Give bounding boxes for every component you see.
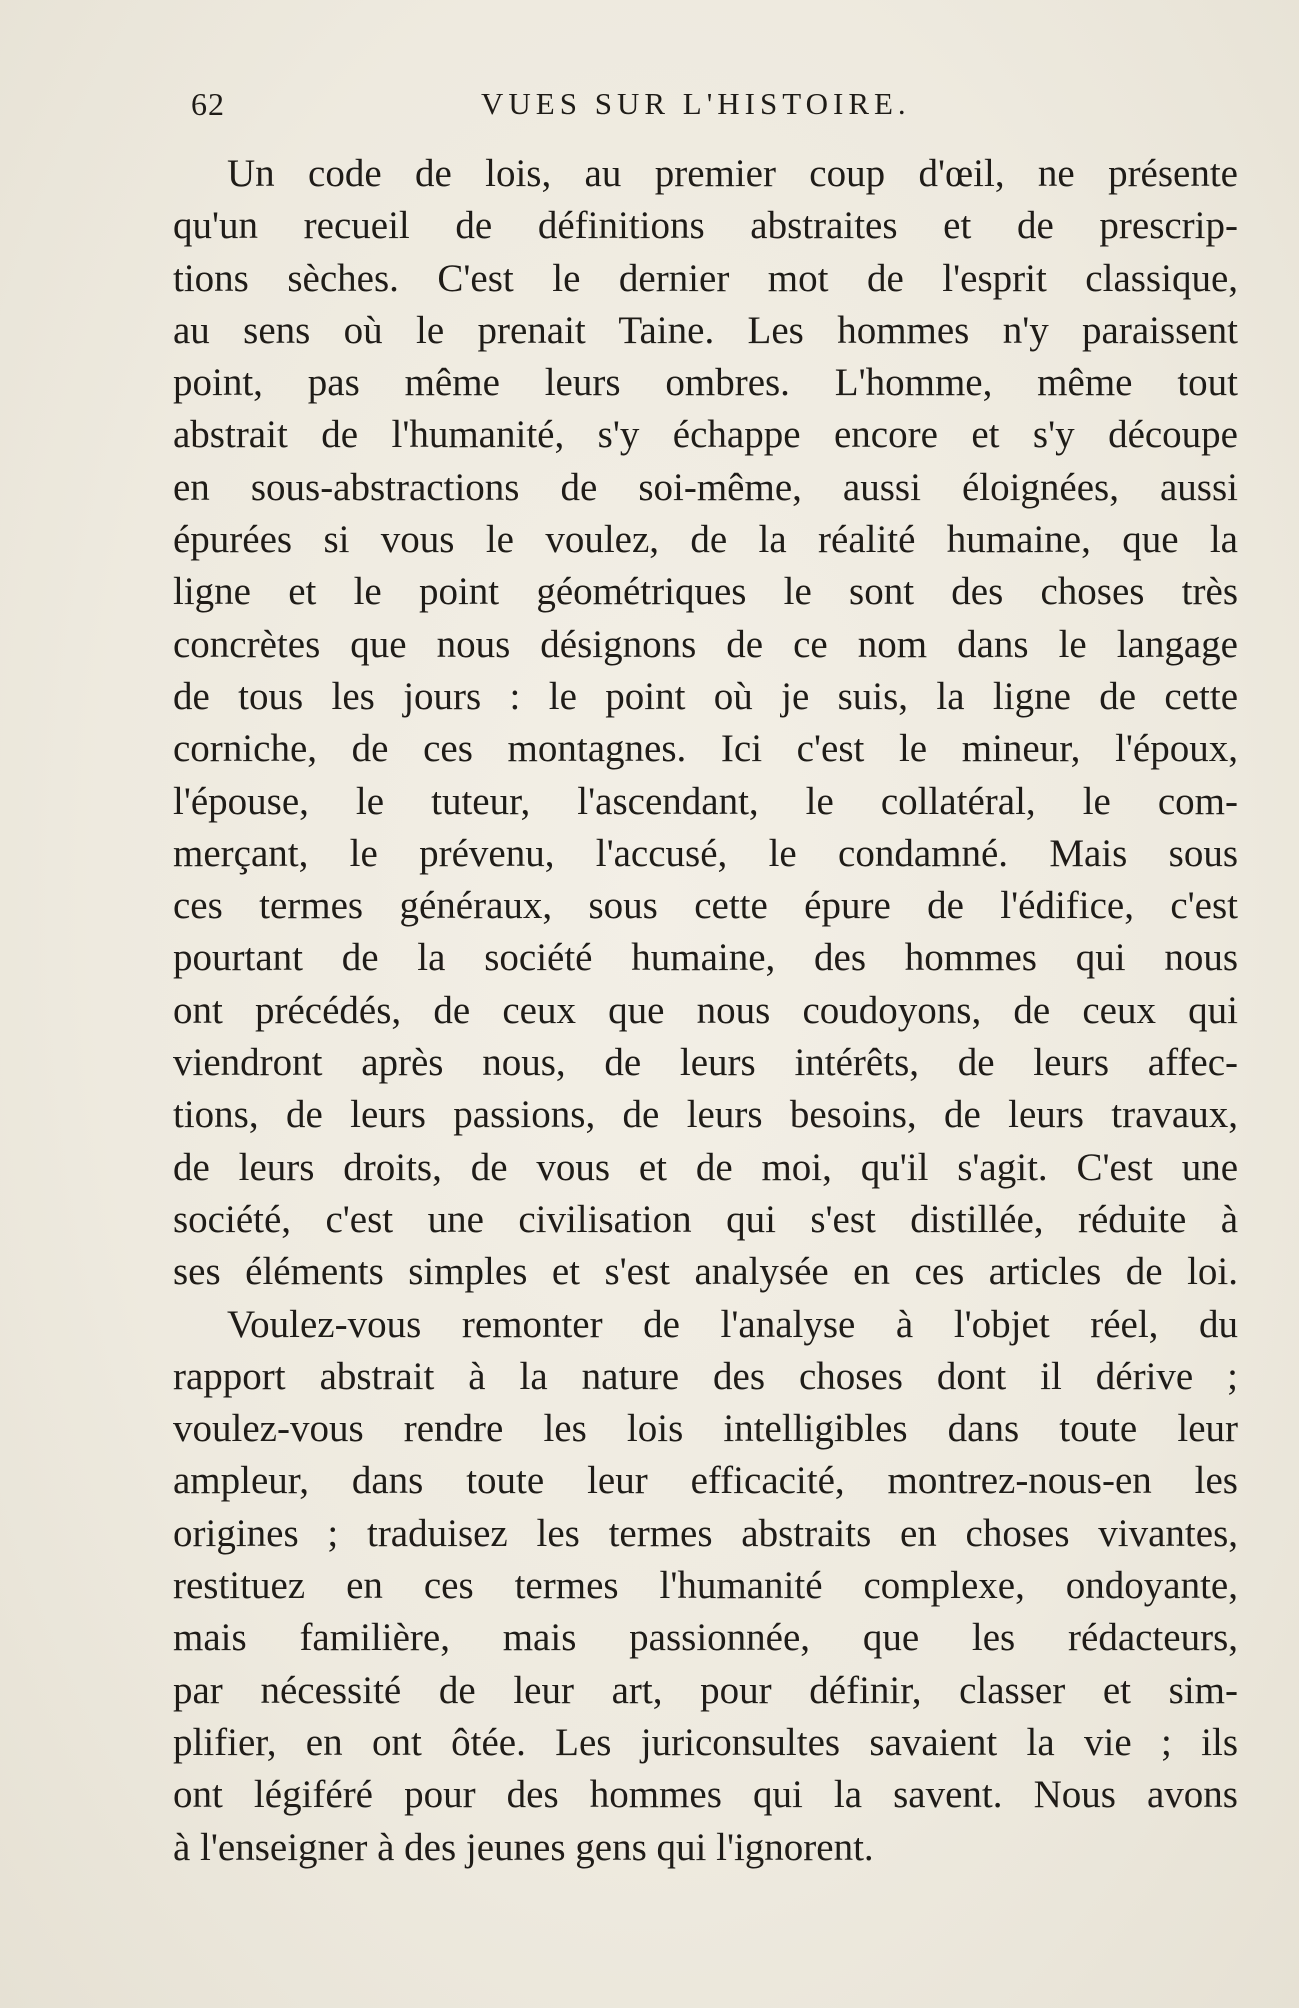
text-line: abstrait de l'humanité, s'y échappe encore et s'y découpe — [173, 413, 1238, 457]
paragraph-2 — [173, 1299, 1238, 1874]
text-line: société, c'est une civilisation qui s'est distillée, réduite à — [173, 1197, 1238, 1241]
paragraph-1 — [173, 148, 1238, 1299]
text-line: rapport abstrait à la nature des choses dont il dérive ; — [173, 1354, 1238, 1398]
text-line: ligne et le point géométriques le sont des choses très — [173, 570, 1238, 614]
page-header — [191, 86, 961, 136]
text-line: point, pas même leurs ombres. L'homme, même tout — [173, 361, 1238, 405]
text-line: ampleur, dans toute leur efficacité, montrez-nous-en les — [173, 1459, 1238, 1503]
text-line: ces termes généraux, sous cette épure de l'édifice, c'est — [173, 884, 1238, 928]
text-line: mais familière, mais passionnée, que les rédacteurs, — [173, 1616, 1238, 1660]
text-line: qu'un recueil de définitions abstraites et de prescrip- — [173, 204, 1238, 248]
running-title: VUES SUR L'HISTOIRE. — [481, 86, 911, 121]
text-line: en sous-abstractions de soi-même, aussi éloignées, aussi — [173, 465, 1238, 509]
text-line: viendront après nous, de leurs intérêts, de leurs affec- — [173, 1041, 1238, 1085]
text-line: épurées si vous le voulez, de la réalité humaine, que la — [173, 518, 1238, 562]
text-line: tions, de leurs passions, de leurs besoins, de leurs travaux, — [173, 1093, 1238, 1137]
text-line: ont précédés, de ceux que nous coudoyons, de ceux qui — [173, 988, 1238, 1032]
text-line: l'épouse, le tuteur, l'ascendant, le collatéral, le com- — [173, 779, 1238, 823]
text-line: voulez-vous rendre les lois intelligibles dans toute leur — [173, 1407, 1238, 1451]
text-line: corniche, de ces montagnes. Ici c'est le mineur, l'époux, — [173, 727, 1238, 771]
text-line: tions sèches. C'est le dernier mot de l'esprit classique, — [173, 256, 1238, 300]
text-line: concrètes que nous désignons de ce nom dans le langage — [173, 622, 1238, 666]
text-line: de tous les jours : le point où je suis, la ligne de cette — [173, 674, 1238, 718]
text-line: merçant, le prévenu, l'accusé, le condamné. Mais sous — [173, 831, 1238, 875]
text-line: ont légiféré pour des hommes qui la savent. Nous avons — [173, 1773, 1238, 1817]
text-line: Un code de lois, au premier coup d'œil, ne présente — [227, 152, 1238, 195]
text-line: par nécessité de leur art, pour définir, classer et sim- — [173, 1668, 1238, 1712]
text-line: restituez en ces termes l'humanité complexe, ondoyante, — [173, 1564, 1238, 1608]
text-line: Voulez-vous remonter de l'analyse à l'objet réel, du — [227, 1302, 1238, 1346]
text-line: pourtant de la société humaine, des hommes qui nous — [173, 936, 1238, 980]
text-line: origines ; traduisez les termes abstraits en choses vivantes, — [173, 1511, 1238, 1555]
text-line: au sens où le prenait Taine. Les hommes n'y paraissent — [173, 308, 1238, 352]
body-text — [173, 148, 1238, 1874]
text-line: à l'enseigner à des jeunes gens qui l'ignorent. — [173, 1825, 874, 1869]
text-line: ses éléments simples et s'est analysée en ces articles de loi. — [173, 1250, 1238, 1294]
page-number: 62 — [191, 86, 225, 122]
text-line: plifier, en ont ôtée. Les juriconsultes savaient la vie ; ils — [173, 1720, 1238, 1764]
text-line: de leurs droits, de vous et de moi, qu'il s'agit. C'est une — [173, 1145, 1238, 1189]
